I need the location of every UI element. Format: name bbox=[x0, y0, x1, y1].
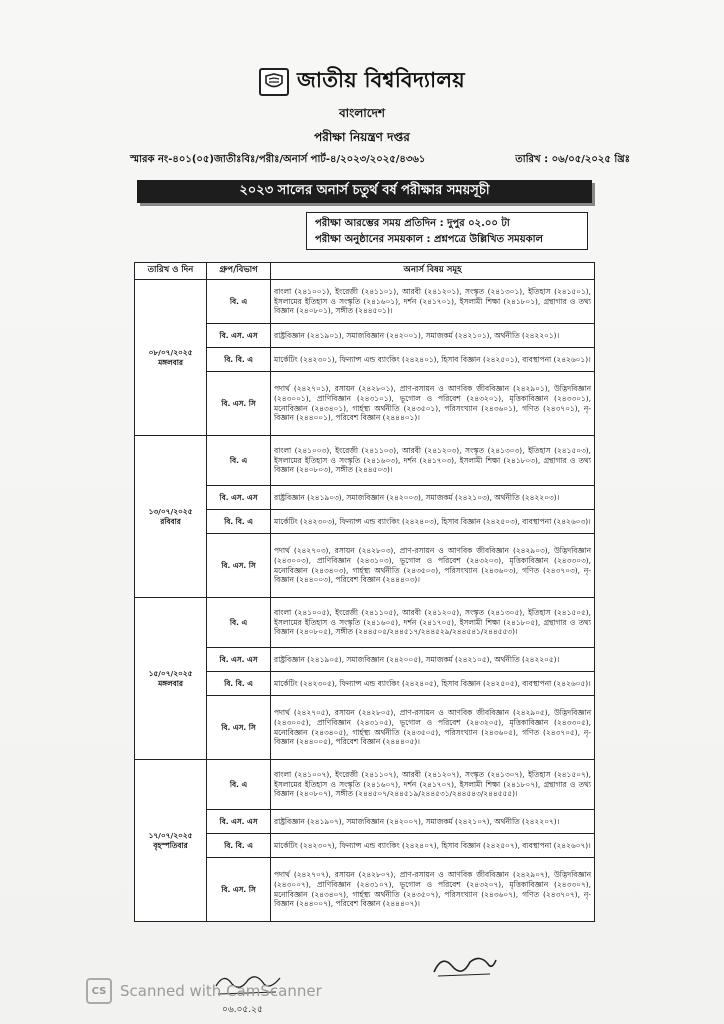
country-name: বাংলাদেশ bbox=[339, 106, 385, 120]
group-cell: বি. এস. এস bbox=[207, 486, 271, 510]
header-group: গ্রুপ/বিভাগ bbox=[207, 263, 271, 280]
office-name: পরীক্ষা নিয়ন্ত্রণ দপ্তর bbox=[314, 130, 410, 144]
group-cell: বি. বি. এ bbox=[207, 834, 271, 858]
table-row bbox=[135, 436, 595, 486]
subjects-cell: বাংলা (২৪১০০৩), ইংরেজী (২৪১১০৩), আরবী (২৪১২০৩), সংস্কৃত (২৪১৩০৩), ইতিহাস (২৪১৫০৩), ইসলামের ইতিহাস ও সংস্কৃতি (২৪১৬০৩), দর্শন (২৪১৭০৩), ইসলামী শিক্ষা (২৪১৮০৩), গ্রন্থাগার ও তথ্য বিজ্ঞান (২৪০৮০৩), সঙ্গীত (২৪৪৫০৩)। bbox=[271, 436, 595, 486]
exam-day: মঙ্গলবার bbox=[158, 357, 183, 367]
subjects-cell: বাংলা (২৪১০০৭), ইংরেজী (২৪১১০৭), আরবী (২৪১২০৭), সংস্কৃত (২৪১৩০৭), ইতিহাস (২৪১৫০৭), ইসলামের ইতিহাস ও সংস্কৃতি (২৪১৬০৭), দর্শন (২৪১৭০৭), ইসলামী শিক্ষা (২৪১৮০৭), গ্রন্থাগার ও তথ্য বিজ্ঞান (২৪০৮০৭), সঙ্গীত (২৪৪৫০৭/২৪৪৫১৯/২৪৪৫৩১/২৪৪৫৪৩/২৪৪৫৫৫)। bbox=[271, 760, 595, 810]
table-row bbox=[135, 280, 595, 324]
exam-date: ১৭/০৭/২০২৫ bbox=[148, 830, 193, 840]
scanner-text: Scanned with CamScanner bbox=[120, 982, 322, 1000]
subjects-cell: মার্কেটিং (২৪২৩০৭), ফিন্যান্স এন্ড ব্যাংকিং (২৪২৪০৭), হিসাব বিজ্ঞান (২৪২৫০৭), ব্যবস্থাপনা (২৪২৬০৭)। bbox=[271, 834, 595, 858]
date-cell bbox=[135, 760, 207, 922]
group-cell: বি. এস. সি bbox=[207, 696, 271, 760]
university-name: জাতীয় বিশ্ববিদ্যালয় bbox=[297, 68, 465, 92]
group-cell: বি. এস. এস bbox=[207, 648, 271, 672]
group-cell: বি. এস. এস bbox=[207, 810, 271, 834]
group-cell: বি. বি. এ bbox=[207, 510, 271, 534]
group-cell: বি. এ bbox=[207, 436, 271, 486]
table-header-row bbox=[135, 263, 595, 280]
exam-date: ১৫/০৭/২০২৫ bbox=[148, 668, 193, 678]
camscanner-icon: CS bbox=[86, 978, 112, 1004]
university-logo-icon bbox=[259, 68, 289, 96]
memo-ref: স্মারক নং-৪০১(০৫)জাতীঃবিঃ/পরীঃ/অনার্স পার্ট-৪/২০২৩/২০২৫/৪৩৬১ bbox=[130, 154, 426, 165]
group-cell: বি. এস. সি bbox=[207, 534, 271, 598]
group-cell: বি. বি. এ bbox=[207, 672, 271, 696]
subjects-cell: পদার্থ (২৪২৭০১), রসায়ন (২৪২৮০১), প্রাণ-রসায়ন ও আণবিক জীববিজ্ঞান (২৪২৯০১), উদ্ভিদবিজ্ঞান (২৪৩০০১), প্রাণিবিজ্ঞান (২৪৩১০১), ভূগোল ও পরিবেশ (২৪৩২০১), মৃত্তিকাবিজ্ঞান (২৪৩৩০১), মনোবিজ্ঞান (২৪৩৪০১), গার্হস্থ্য অর্থনীতি (২৪৩৫০১), পরিসংখ্যান (২৪৩৬০১), গণিত (২৪৩৭০১), নৃ-বিজ্ঞান (২৪৪০০১), পরিবেশ বিজ্ঞান (২৪৪৪০১)। bbox=[271, 372, 595, 436]
schedule-title: ২০২৩ সালের অনার্স চতুর্থ বর্ষ পরীক্ষার সময়সূচী bbox=[137, 180, 592, 203]
subjects-cell: মার্কেটিং (২৪২৩০১), ফিন্যান্স এন্ড ব্যাংকিং (২৪২৪০১), হিসাব বিজ্ঞান (২৪২৫০১), ব্যবস্থাপনা (২৪২৬০১)। bbox=[271, 348, 595, 372]
subjects-cell: রাষ্ট্রবিজ্ঞান (২৪১৯০১), সমাজবিজ্ঞান (২৪২০০১), সমাজকর্ম (২৪২১০১), অর্থনীতি (২৪২২০১)। bbox=[271, 324, 595, 348]
scanner-watermark bbox=[86, 978, 322, 1004]
exam-day: বৃহস্পতিবার bbox=[153, 840, 188, 850]
group-cell: বি. এ bbox=[207, 598, 271, 648]
date-cell bbox=[135, 436, 207, 598]
letterhead bbox=[0, 64, 724, 149]
exam-day: মঙ্গলবার bbox=[158, 678, 183, 688]
table-row bbox=[135, 598, 595, 648]
table-row bbox=[135, 760, 595, 810]
subjects-cell: রাষ্ট্রবিজ্ঞান (২৪১৯০৭), সমাজবিজ্ঞান (২৪২০০৭), সমাজকর্ম (২৪২১০৭), অর্থনীতি (২৪২২০৭)। bbox=[271, 810, 595, 834]
exam-day: রবিবার bbox=[160, 516, 181, 526]
exam-date: ১৩/০৭/২০২৫ bbox=[148, 506, 193, 516]
subjects-cell: পদার্থ (২৪২৭০৭), রসায়ন (২৪২৮০৭), প্রাণ-রসায়ন ও আণবিক জীববিজ্ঞান (২৪২৯০৭), উদ্ভিদবিজ্ঞান (২৪৩০০৭), প্রাণিবিজ্ঞান (২৪৩১০৭), ভূগোল ও পরিবেশ (২৪৩২০৭), মৃত্তিকাবিজ্ঞান (২৪৩৩০৭), মনোবিজ্ঞান (২৪৩৪০৭), গার্হস্থ্য অর্থনীতি (২৪৩৫০৭), পরিসংখ্যান (২৪৩৬০৭), গণিত (২৪৩৭০৭), নৃ-বিজ্ঞান (২৪৪০০৭), পরিবেশ বিজ্ঞান (২৪৪৪০৭)। bbox=[271, 858, 595, 922]
exam-start-time: পরীক্ষা আরম্ভের সময় প্রতিদিন : দুপুর ০২.০০ টা bbox=[315, 218, 510, 229]
group-cell: বি. এস. সি bbox=[207, 372, 271, 436]
date-cell bbox=[135, 598, 207, 760]
memo-date: তারিখ : ০৬/০৫/২০২৫ খ্রিঃ bbox=[515, 154, 630, 165]
header-subjects: অনার্স বিষয় সমূহ bbox=[271, 263, 595, 280]
subjects-cell: রাষ্ট্রবিজ্ঞান (২৪১৯০৩), সমাজবিজ্ঞান (২৪২০০৩), সমাজকর্ম (২৪২১০৩), অর্থনীতি (২৪২২০৩)। bbox=[271, 486, 595, 510]
subjects-cell: বাংলা (২৪১০০৫), ইংরেজী (২৪১১০৫), আরবী (২৪১২০৫), সংস্কৃত (২৪১৩০৫), ইতিহাস (২৪১৫০৫), ইসলামের ইতিহাস ও সংস্কৃতি (২৪১৬০৫), দর্শন (২৪১৭০৫), ইসলামী শিক্ষা (২৪১৮০৫), গ্রন্থাগার ও তথ্য বিজ্ঞান (২৪০৮০৫), সঙ্গীত (২৪৪৫০৫/২৪৪৫১৭/২৪৪৫২৯/২৪৪৫৪১/২৪৪৫৫৩)। bbox=[271, 598, 595, 648]
group-cell: বি. বি. এ bbox=[207, 348, 271, 372]
exam-time-box bbox=[306, 212, 588, 250]
memo-line bbox=[130, 152, 630, 169]
subjects-cell: মার্কেটিং (২৪২৩০৫), ফিন্যান্স এন্ড ব্যাংকিং (২৪২৪০৫), হিসাব বিজ্ঞান (২৪২৫০৫), ব্যবস্থাপনা (২৪২৬০৫)। bbox=[271, 672, 595, 696]
logo-row bbox=[0, 64, 724, 99]
group-cell: বি. এ bbox=[207, 760, 271, 810]
exam-date: ০৮/০৭/২০২৫ bbox=[148, 347, 193, 357]
schedule-table bbox=[134, 262, 595, 922]
subjects-cell: বাংলা (২৪১০০১), ইংরেজী (২৪১১০১), আরবী (২৪১২০১), সংস্কৃত (২৪১৩০১), ইতিহাস (২৪১৫০১), ইসলামের ইতিহাস ও সংস্কৃতি (২৪১৬০১), দর্শন (২৪১৭০১), ইসলামী শিক্ষা (২৪১৮০১), গ্রন্থাগার ও তথ্য বিজ্ঞান (২৪০৮০১), সঙ্গীত (২৪৪৫০১)। bbox=[271, 280, 595, 324]
group-cell: বি. এ bbox=[207, 280, 271, 324]
subjects-cell: পদার্থ (২৪২৭০৫), রসায়ন (২৪২৮০৫), প্রাণ-রসায়ন ও আণবিক জীববিজ্ঞান (২৪২৯০৫), উদ্ভিদবিজ্ঞান (২৪৩০০৫), প্রাণিবিজ্ঞান (২৪৩১০৫), ভূগোল ও পরিবেশ (২৪৩২০৫), মৃত্তিকাবিজ্ঞান (২৪৩৩০৫), মনোবিজ্ঞান (২৪৩৪০৫), গার্হস্থ্য অর্থনীতি (২৪৩৫০৫), পরিসংখ্যান (২৪৩৬০৫), গণিত (২৪৩৭০৫), নৃ-বিজ্ঞান (২৪৪০০৫), পরিবেশ বিজ্ঞান (২৪৪৪০৫)। bbox=[271, 696, 595, 760]
group-cell: বি. এস. সি bbox=[207, 858, 271, 922]
signature-mark bbox=[430, 948, 500, 980]
date-cell bbox=[135, 280, 207, 436]
stamp-date: ০৬.০৫.২৫ bbox=[222, 1005, 263, 1015]
subjects-cell: মার্কেটিং (২৪২৩০৩), ফিন্যান্স এন্ড ব্যাংকিং (২৪২৪০৩), হিসাব বিজ্ঞান (২৪২৫০৩), ব্যবস্থাপনা (২৪২৬০৩)। bbox=[271, 510, 595, 534]
subjects-cell: পদার্থ (২৪২৭০৩), রসায়ন (২৪২৮০৩), প্রাণ-রসায়ন ও আণবিক জীববিজ্ঞান (২৪২৯০৩), উদ্ভিদবিজ্ঞান (২৪৩০০৩), প্রাণিবিজ্ঞান (২৪৩১০৩), ভূগোল ও পরিবেশ (২৪৩২০৩), মৃত্তিকাবিজ্ঞান (২৪৩৩০৩), মনোবিজ্ঞান (২৪৩৪০৩), গার্হস্থ্য অর্থনীতি (২৪৩৫০৩), পরিসংখ্যান (২৪৩৬০৩), গণিত (২৪৩৭০৩), নৃ-বিজ্ঞান (২৪৪০০৩), পরিবেশ বিজ্ঞান (২৪৪৪০৩)। bbox=[271, 534, 595, 598]
header-date: তারিখ ও দিন bbox=[135, 263, 207, 280]
subjects-cell: রাষ্ট্রবিজ্ঞান (২৪১৯০৫), সমাজবিজ্ঞান (২৪২০০৫), সমাজকর্ম (২৪২১০৫), অর্থনীতি (২৪২২০৫)। bbox=[271, 648, 595, 672]
group-cell: বি. এস. এস bbox=[207, 324, 271, 348]
exam-duration: পরীক্ষা অনুষ্ঠানের সময়কাল : প্রশ্নপত্রে উল্লিখিত সময়কাল bbox=[315, 234, 543, 245]
